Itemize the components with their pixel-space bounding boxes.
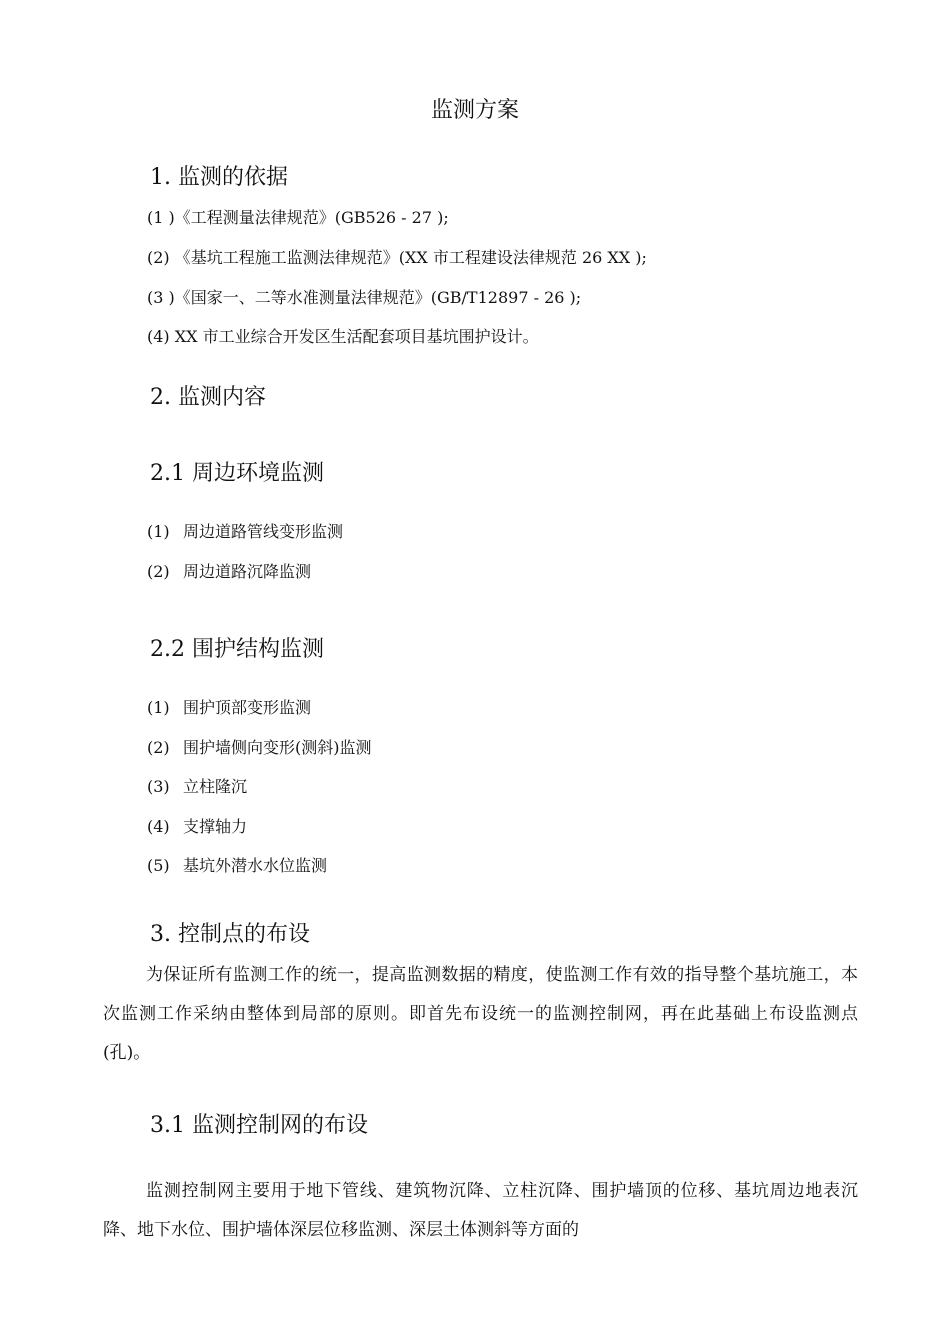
structure-item-2: (2) 围护墙侧向变形(测斜)监测: [147, 738, 372, 757]
structure-item-1: (1) 围护顶部变形监测: [147, 698, 312, 717]
environment-item-2: (2) 周边道路沉降监测: [147, 562, 312, 581]
section-2-2-heading: 2.2 围护结构监测: [150, 637, 324, 662]
section-3-heading: 3. 控制点的布设: [150, 922, 310, 947]
section-3-1-heading: 3.1 监测控制网的布设: [150, 1113, 368, 1138]
basis-item-3: (3 )《国家一、二等水准测量法律规范》(GB/T12897 - 26 );: [147, 288, 582, 307]
environment-item-1: (1) 周边道路管线变形监测: [147, 522, 344, 541]
section-3-1-paragraph: 监测控制网主要用于地下管线、建筑物沉降、立柱沉降、围护墙顶的位移、基坑周边地表沉降、地下水位、围护墙体深层位移监测、深层土体测斜等方面的: [103, 1181, 858, 1240]
structure-item-4: (4) 支撑轴力: [147, 817, 248, 836]
basis-item-2: (2) 《基坑工程施工监测法律规范》(XX 市工程建设法律规范 26 XX );: [147, 248, 647, 267]
section-1-heading: 1. 监测的依据: [150, 165, 288, 190]
structure-item-5: (5) 基坑外潜水水位监测: [147, 856, 328, 875]
section-3-paragraph: 为保证所有监测工作的统一，提高监测数据的精度，使监测工作有效的指导整个基坑施工，本次监测工作采纳由整体到局部的原则。即首先布设统一的监测控制网，再在此基础上布设监测点(孔)。: [103, 965, 858, 1063]
basis-item-1: (1 )《工程测量法律规范》(GB526 - 27 );: [147, 208, 449, 227]
section-2-heading: 2. 监测内容: [150, 385, 266, 410]
basis-item-4: (4) XX 市工业综合开发区生活配套项目基坑围护设计。: [147, 327, 539, 346]
section-2-1-heading: 2.1 周边环境监测: [150, 461, 324, 486]
structure-item-3: (3) 立柱隆沉: [147, 777, 248, 796]
document-title: 监测方案: [430, 98, 519, 123]
